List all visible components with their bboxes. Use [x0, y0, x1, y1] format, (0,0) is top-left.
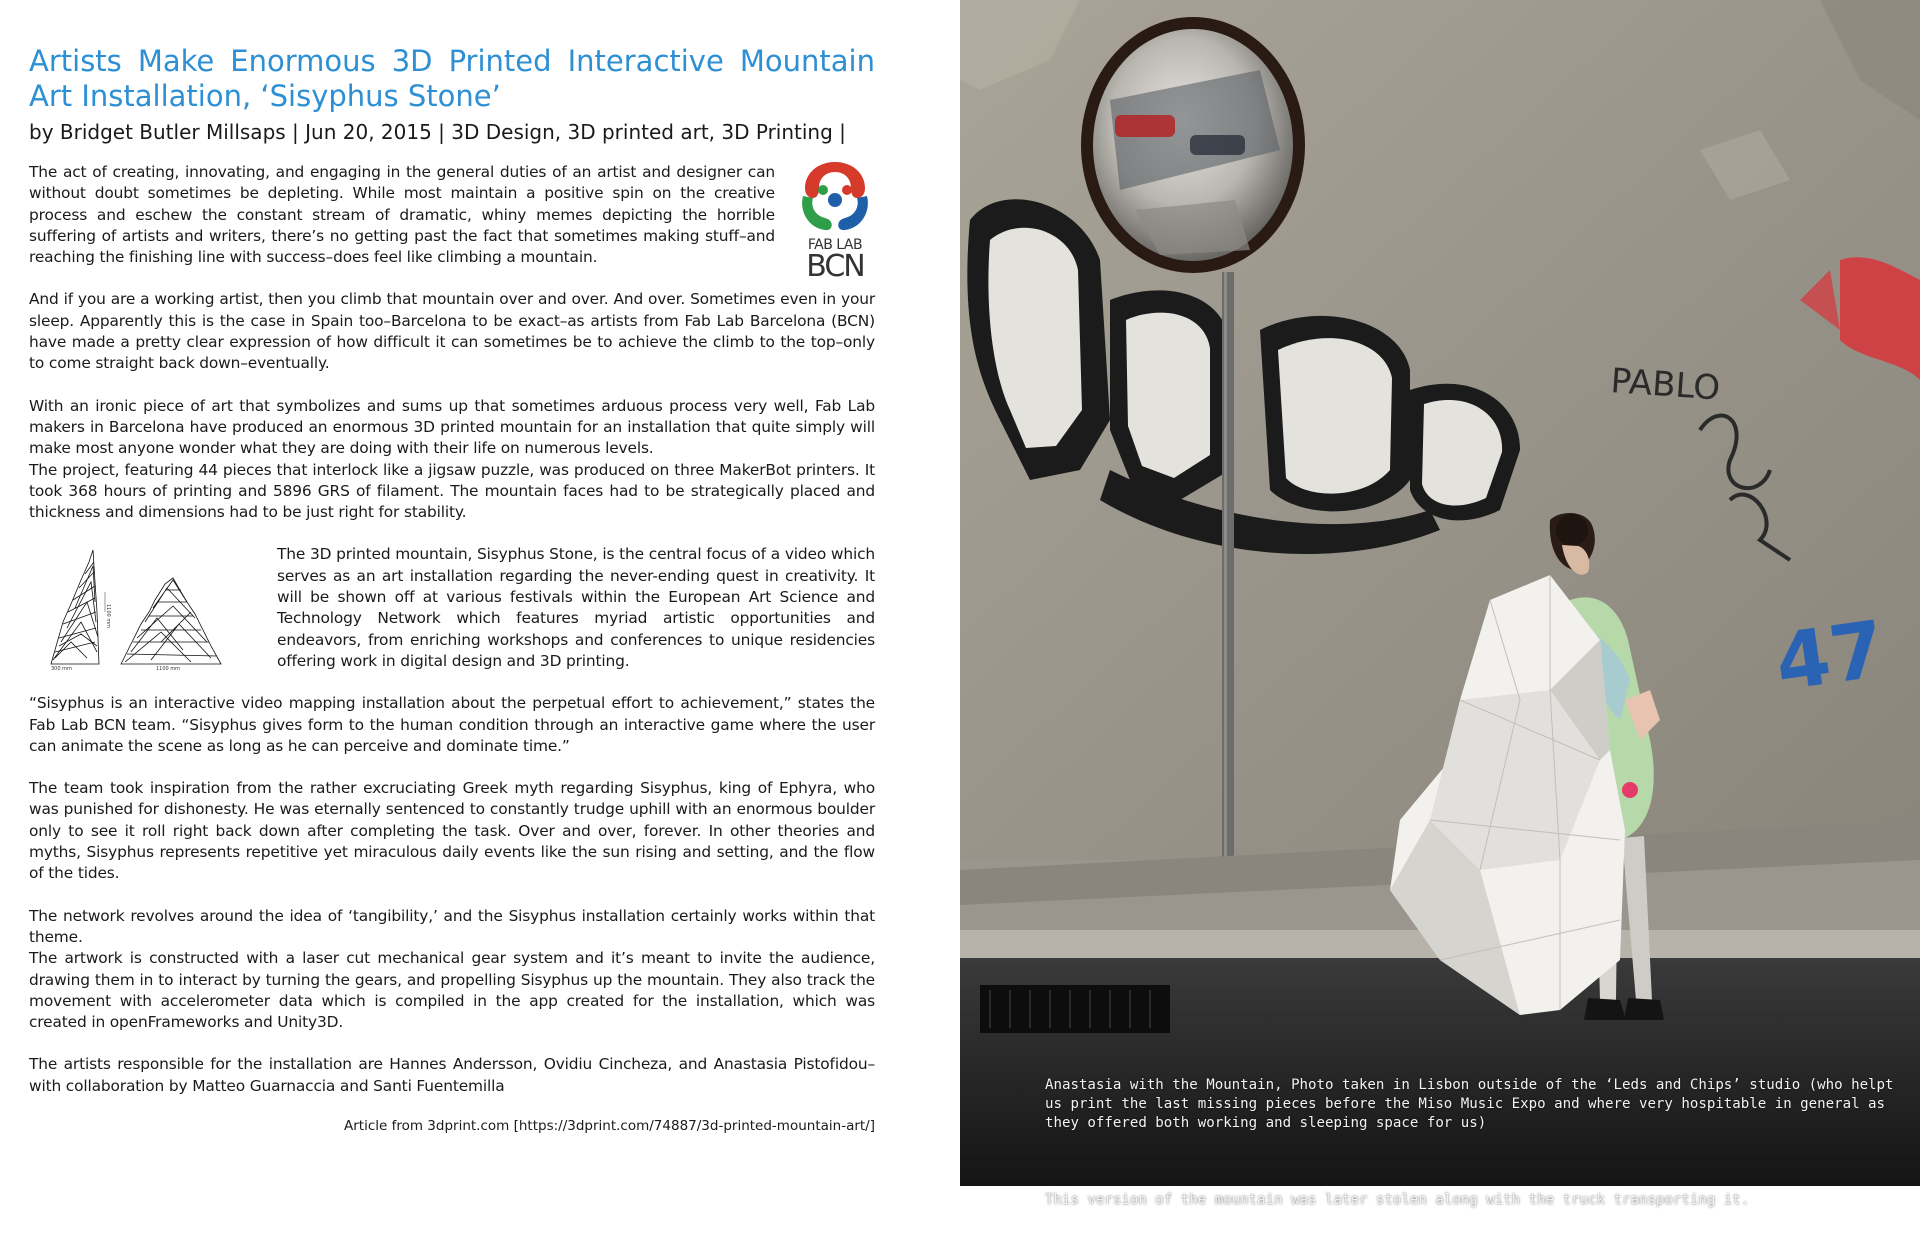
article [29, 44, 875, 1164]
drain-grate [980, 985, 1170, 1033]
installation-photo [960, 0, 1920, 1209]
mountain-wireframe-drawing [41, 542, 263, 672]
paragraph-10: The artists responsible for the installation are Hannes Andersson, Ovidiu Cincheza, and Anastasia Pistofidou–with collaboration by Matteo Guarnaccia and Santi Fuentemilla [29, 1055, 875, 1095]
paragraph-1: The act of creating, innovating, and engaging in the general duties of an artist and designer can without doubt sometimes be depleting. While most maintain a positive spin on the creative process and eschew the constant stream of dramatic, whiny memes depicting the horrible suffering of artists and writers, there’s no getting past the fact that sometimes making stuff–and reaching the finishing line with success–does feel like climbing a mountain. [29, 163, 775, 267]
fab-lab-bcn-logo [795, 156, 875, 284]
logo-text-line2: BCN [806, 249, 864, 284]
fab-lab-logo-icon [795, 156, 875, 236]
mountain-wireframe-figure [41, 542, 263, 672]
article-title: Artists Make Enormous 3D Printed Interactive Mountain Art Installation, ‘Sisyphus Stone’ [29, 44, 875, 113]
paragraph-3: With an ironic piece of art that symbolizes and sums up that sometimes arduous process very well, Fab Lab makers in Barcelona have produced an enormous 3D printed mountain for an installation that quite simply will make most anyone wonder what they are doing with their life on numerous levels. [29, 396, 875, 458]
paragraph-8: The network revolves around the idea of ‘tangibility,’ and the Sisyphus installation certainly works within that theme. [29, 906, 875, 946]
figure-label-width-left: 300 mm [51, 666, 72, 673]
sign-pole [1222, 272, 1234, 872]
paragraph-9: The artwork is constructed with a laser cut mechanical gear system and it’s meant to invite the audience, drawing them in to interact by turning the gears, and propelling Sisyphus up the mountain. They also track the movement with accelerometer data which is compiled in the app created for the installation, which was created in openFrameworks and Unity3D. [29, 949, 875, 1032]
logo-text-line1: FAB LAB [807, 237, 863, 253]
figure-label-height: 1100 mm [105, 604, 111, 629]
paragraph-4: The project, featuring 44 pieces that interlock like a jigsaw puzzle, was produced on three MakerBot printers. It took 368 hours of printing and 5896 GRS of filament. The mountain faces had to be strategically placed and thickness and dimensions had to be just right for stability. [29, 460, 875, 522]
photo-caption [1045, 1037, 1905, 1249]
graffiti-tag-pablo: PABLO [1609, 361, 1722, 409]
paragraph-7: The team took inspiration from the rather excruciating Greek myth regarding Sisyphus, king of Ephyra, who was punished for dishonesty. He was eternally sentenced to constantly trudge uphill with an enormous boulder only to see it roll right back down after completing the task. Over and over, forever. In other theories and myths, Sisyphus represents repetitive yet miraculous daily events like the sun rising and setting, and the flow of the tides. [29, 779, 875, 883]
figure-label-width-right: 1100 mm [156, 666, 181, 673]
paragraph-2: And if you are a working artist, then you climb that mountain over and over. And over. Sometimes even in your sleep. Apparently this is the case in Spain too–Barcelona to be exact–as artists from Fab Lab Barcelona (BCN) have made a pretty clear expression of how difficult it can sometimes be to achieve the climb to the top–only to come straight back down–eventually. [29, 290, 875, 373]
paragraph-6: “Sisyphus is an interactive video mapping installation about the perpetual effort to achievement,” states the Fab Lab BCN team. “Sisyphus gives form to the human condition through an interactive game where the user can animate the scene as long as he can perceive and dominate time.” [29, 694, 875, 755]
paragraph-5: The 3D printed mountain, Sisyphus Stone, is the central focus of a video which serves as an art installation regarding the never-ending quest in creativity. It will be shown off at various festivals within the European Art Science and Technology Network which features myriad artistic opportunities and endeavors, from enriching workshops and conferences to unique residencies offering work in digital design and 3D printing. [277, 545, 875, 670]
graffiti-tag-47: 47 [1770, 604, 1891, 709]
photo-caption-main: Anastasia with the Mountain, Photo taken in Lisbon outside of the ‘Leds and Chips’ studio (who helpt us print the last missing pieces before the Miso Music Expo and where very hospitable in general as they offered both working and sleeping space for us) [1045, 1076, 1903, 1132]
article-source-credit: Article from 3dprint.com [https://3dprint.com/74887/3d-printed-mountain-art/] [344, 1117, 875, 1134]
article-byline: by Bridget Butler Millsaps | Jun 20, 2015 | 3D Design, 3D printed art, 3D Printing | [29, 120, 846, 144]
photo-caption-note: This version of the mountain was later stolen along with the truck transporting it. [1045, 1192, 1750, 1209]
photo-scene [960, 0, 1920, 1186]
